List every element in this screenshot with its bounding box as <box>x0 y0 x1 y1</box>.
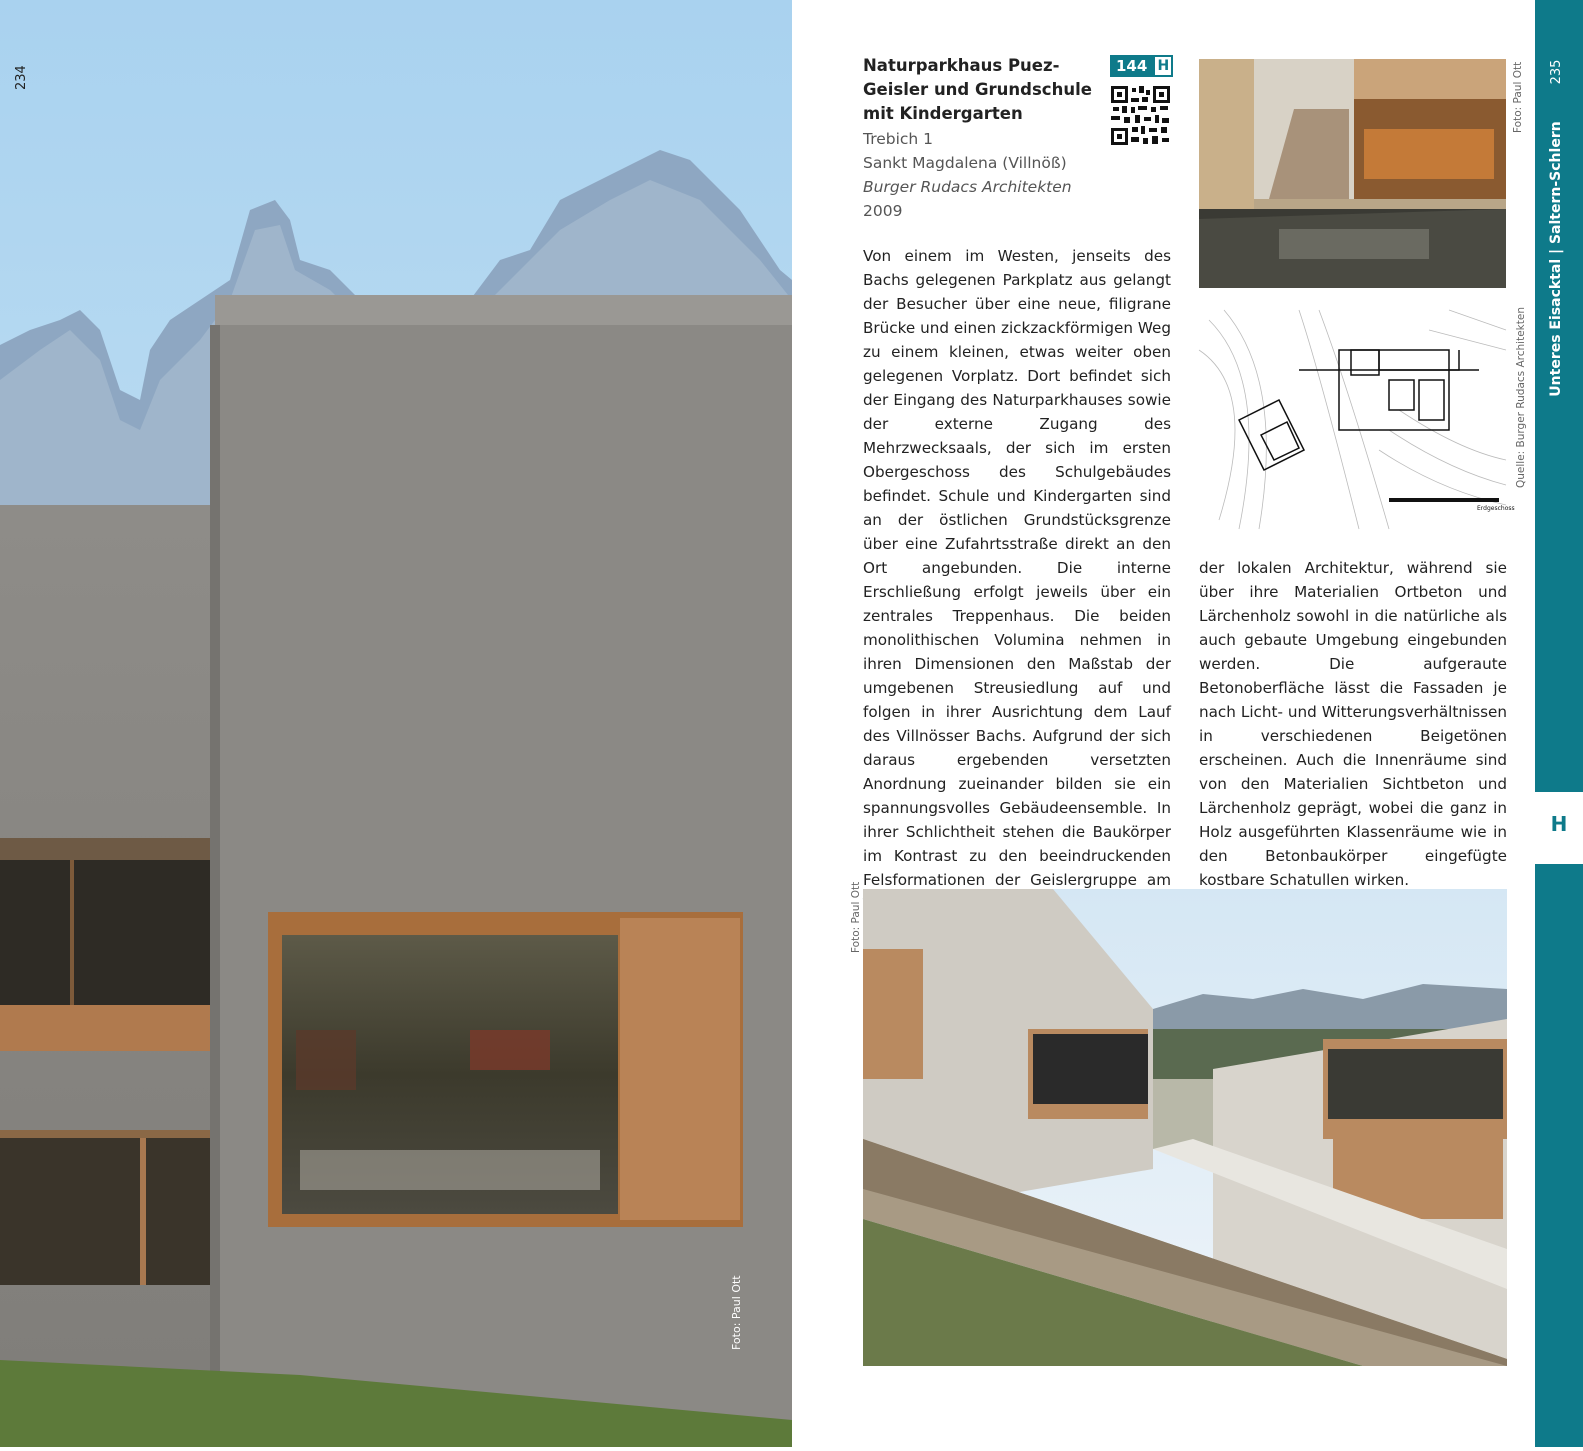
page-number-left: 234 <box>14 65 29 90</box>
building-photo <box>0 0 792 1447</box>
exterior-photo <box>863 889 1507 1366</box>
entry-address: Trebich 1 <box>863 130 934 148</box>
site-plan <box>1199 310 1515 529</box>
section-label: Unteres Eisacktal | Saltern-Schlern <box>1548 121 1564 397</box>
photo-credit-top-right: Foto: Paul Ott <box>1512 61 1524 133</box>
entry-title: Naturparkhaus Puez-Geisler und Grundschule mit Kindergarten <box>863 56 1092 123</box>
chapter-letter: H <box>1550 812 1568 836</box>
entry-year: 2009 <box>863 202 903 220</box>
interior-photo <box>1199 59 1506 288</box>
entry-letter: H <box>1153 55 1173 77</box>
photo-credit-bottom: Foto: Paul Ott <box>850 881 862 953</box>
entry-meta <box>863 127 1103 223</box>
entry-number: 144 <box>1110 55 1153 77</box>
body-text-column-2: der lokalen Architektur, während sie über ihre Materialien Ortbeton und Lärchenholz sowohl in die natürliche als auch gebaute Umgebung eingebunden werden. Die aufgeraute Betonoberfläche lässt die Fassaden je nach Licht- und Witterungsverhältnissen in verschiedenen Beigetönen erscheinen. Auch die Innenräume sind von den Materialien Sichtbeton und Lärchenholz geprägt, wobei die ganz in Holz ausgeführten Klassenräume wie in den Betonbaukörper eingefügte kostbare Schatullen wirken. <box>1199 559 1507 889</box>
entry-badge <box>1110 55 1173 77</box>
plan-label: Erdgeschoss <box>1477 505 1515 512</box>
photo-credit-left: Foto: Paul Ott <box>730 1275 743 1350</box>
entry-architect: Burger Rudacs Architekten <box>863 178 1072 196</box>
page-number-right: 235 <box>1549 59 1564 85</box>
left-page-photo <box>0 0 792 1447</box>
entry-location: Sankt Magdalena (Villnöß) <box>863 154 1067 172</box>
body-text-column-1: Von einem im Westen, jenseits des Bachs gelegenen Parkplatz aus gelangt der Besucher über eine neue, filigrane Brücke und einen zickzackförmigen Weg zu einem kleinen, etwas weiter oben gelegenen Vorplatz. Dort befindet sich der Eingang des Naturparkhauses sowie der externe Zugang des Mehrzwecksaals, der sich im ersten Obergeschoss des Schulgebäudes befindet. Schule und Kindergarten sind an der östlichen Grundstücksgrenze über eine Zufahrtsstraße direkt an den Ort angebunden. Die interne Erschließung erfolgt jeweils über ein zentrales Treppenhaus. Die beiden monolithischen Volumina nehmen in ihren Dimensionen den Maßstab der umgebenen Streusiedlung auf und folgen in ihrer Ausrichtung dem Lauf des Villnösser Bachs. Aufgrund der sich daraus ergebenden versetzten Anordnung zueinander bilden sie ein spannungsvolles Gebäudeensemble. In ihrer Schlichtheit stehen die Baukörper im Kontrast zu den beeindruckenden Felsformationen der Geislergruppe am <box>863 247 1171 889</box>
qr-code-icon[interactable] <box>1111 86 1170 145</box>
plan-credit: Quelle: Burger Rudacs Architekten <box>1515 307 1527 488</box>
